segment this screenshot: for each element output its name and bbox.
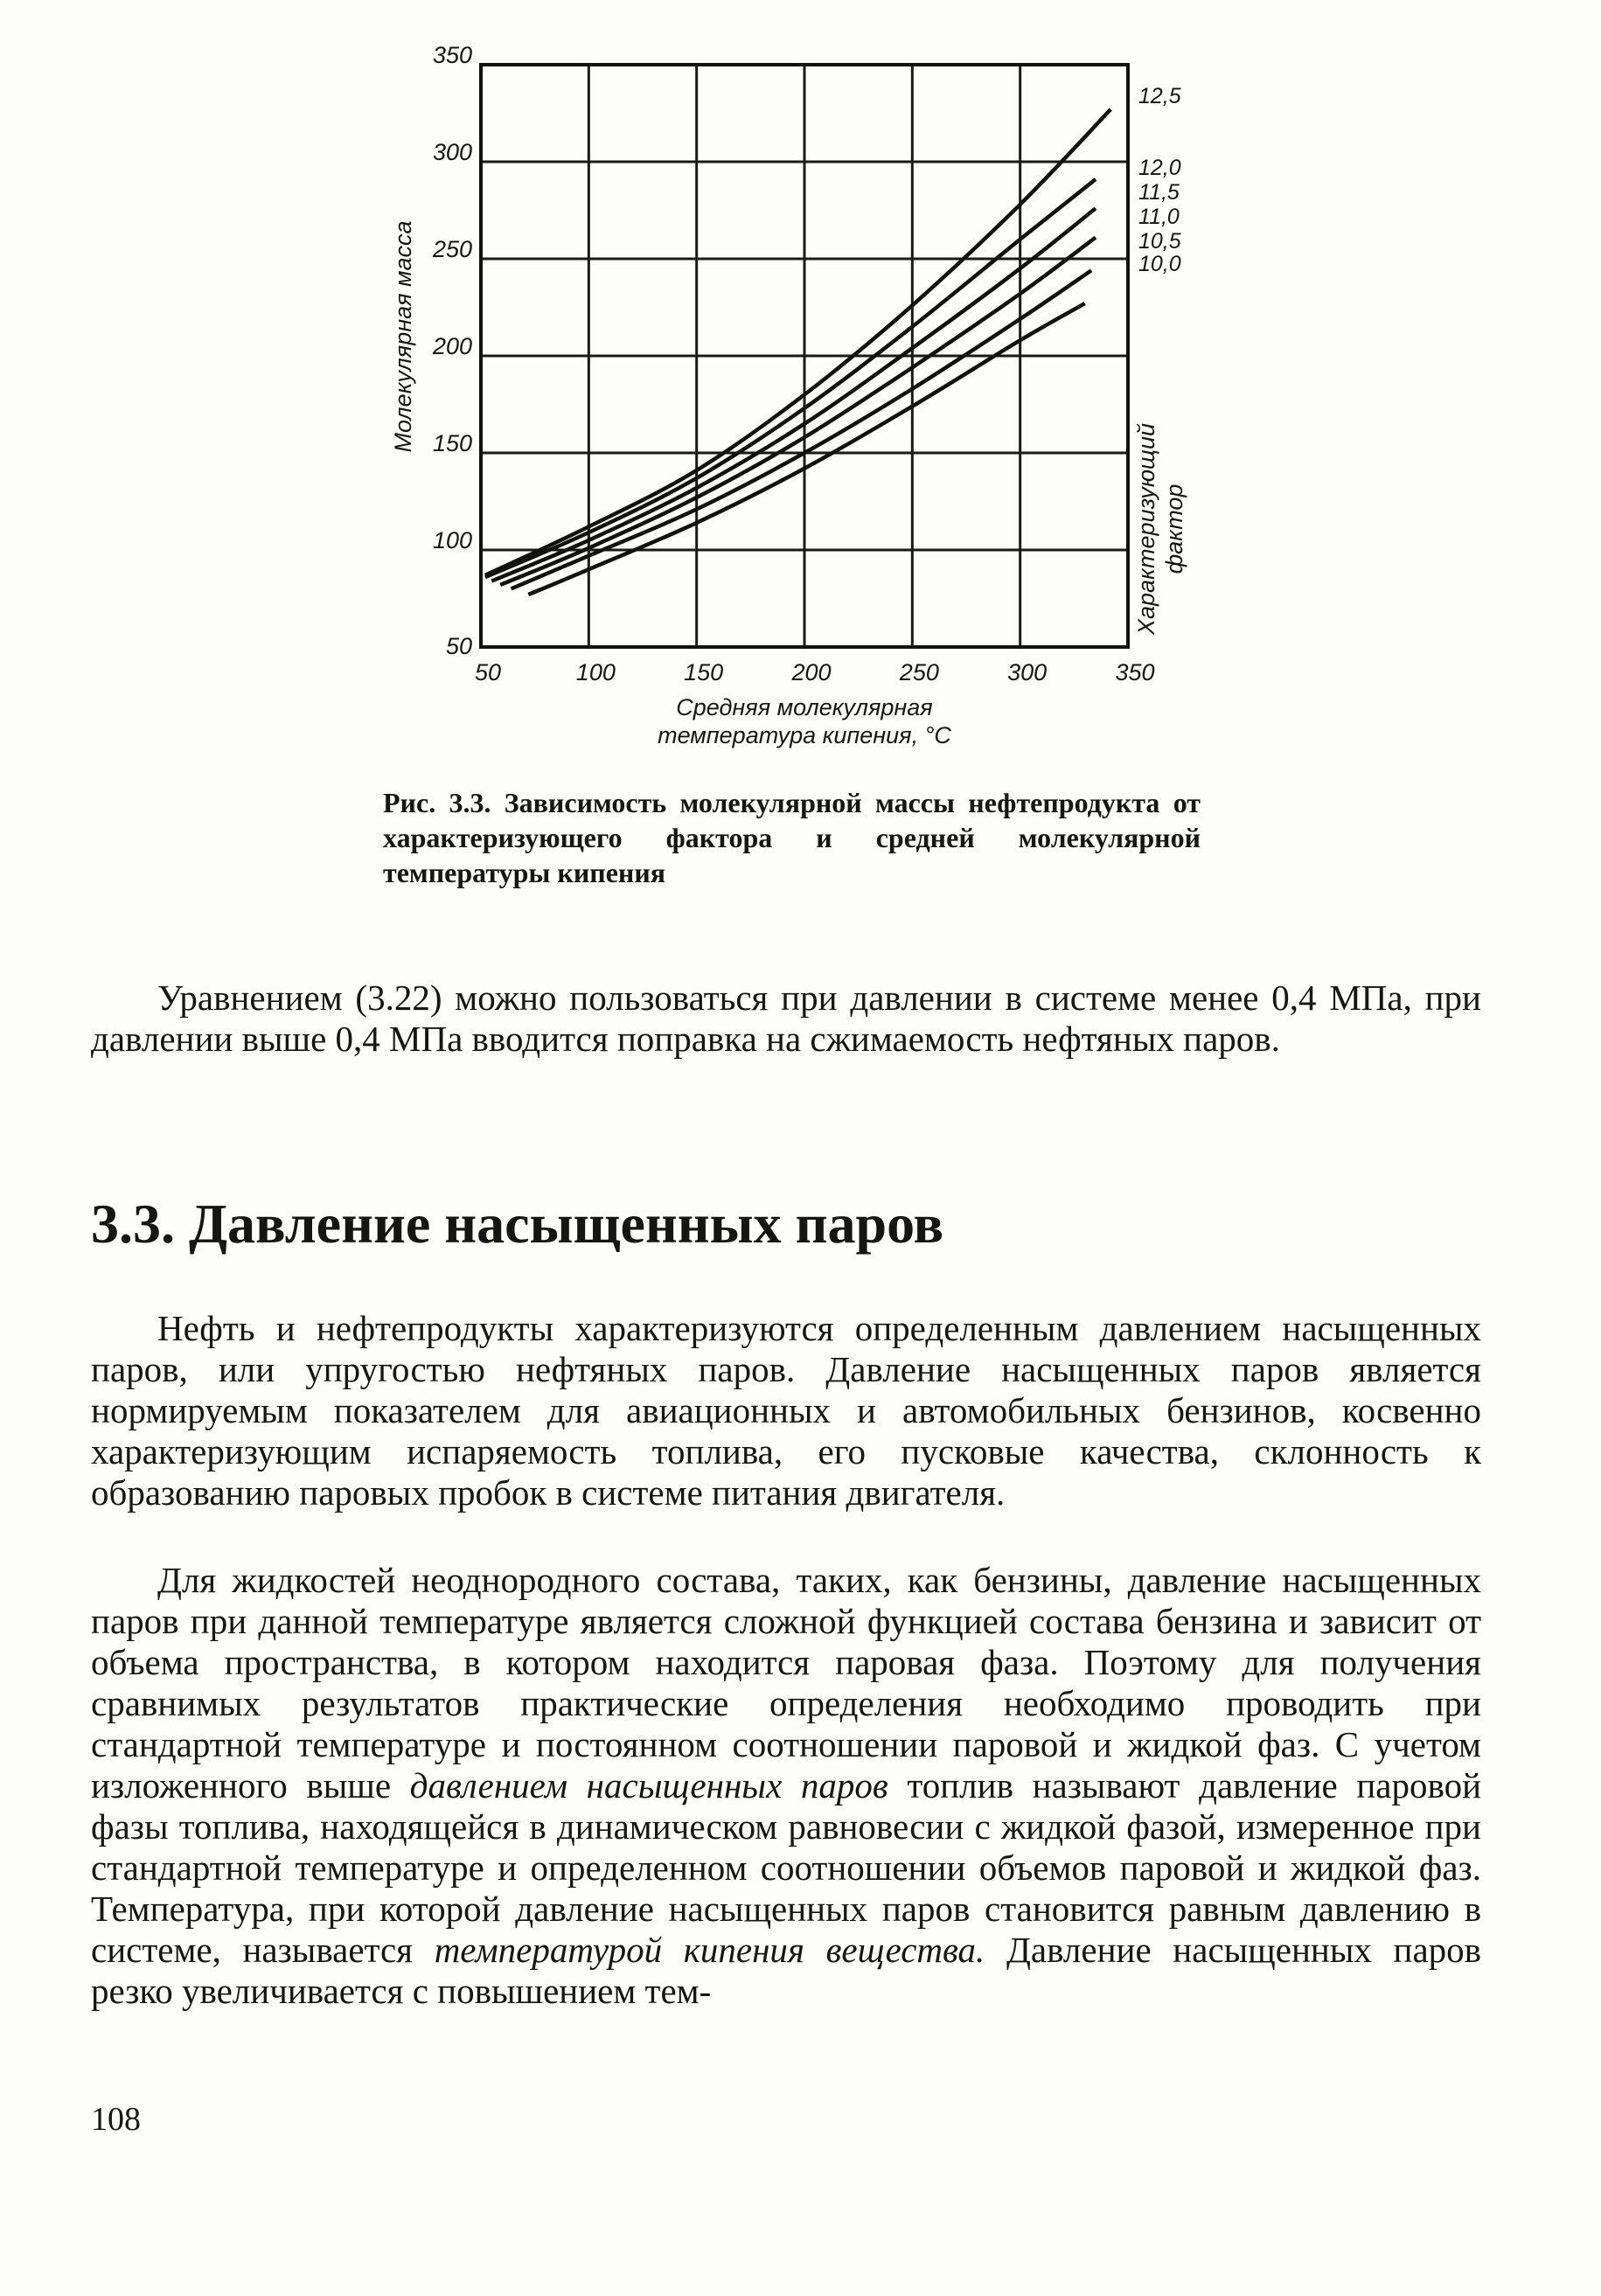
right-axis-title-line2: фактор xyxy=(1161,484,1187,574)
figure-caption: Рис. 3.3. Зависимость молекулярной массы нефтепродукта от характеризующего фактора и средней молекулярной температуры кипения xyxy=(383,787,1201,888)
x-axis-title-line1: Средняя молекулярная xyxy=(676,694,933,720)
paragraph-1: Уравнением (3.22) можно пользоваться при давлении в системе менее 0,4 МПа, при давлении выше 0,4 МПа вводится поправка на сжимаемость нефтяных паров. xyxy=(91,978,1481,1059)
series-line-12-0 xyxy=(485,179,1096,577)
series-line-11-5 xyxy=(491,208,1096,581)
x-tick-100: 100 xyxy=(575,659,616,685)
y-tick-350: 350 xyxy=(432,42,472,68)
section-heading: 3.3. Давление насыщенных паров xyxy=(91,1193,944,1255)
series-label-10-5: 10,5 xyxy=(1138,229,1181,254)
x-tick-150: 150 xyxy=(684,659,724,685)
paragraph-3-part-b: топлив называют давление паровой фазы топлива, находящейся в динамическом равновесии с жидкой фазой, измеренное при стандартной температуре и определенном соотношении объемов паровой и жидкой фаз. Температура, при которой давление насыщенных паров становится равным давлению в системе, называется xyxy=(91,1765,1482,1970)
chart-labels xyxy=(1138,84,1181,276)
series-label-11-0: 11,0 xyxy=(1138,205,1180,229)
paragraph-2: Нефть и нефтепродукты характеризуются определенным давлением насыщенных паров, или упругостью нефтяных паров. Давление насыщенных паров является нормируемым показателем для авиационных и автомобильных бензинов, косвенно характеризующим испаряемость топлива, его пусковые качества, склонность к образованию паровых пробок в системе питания двигателя. xyxy=(91,1308,1481,1513)
chart-axis-titles xyxy=(390,220,1187,748)
series-label-12-0: 12,0 xyxy=(1138,156,1181,180)
series-label-12-5: 12,5 xyxy=(1138,84,1181,108)
y-tick-250: 250 xyxy=(432,236,472,262)
term-saturated-vapor-pressure: давлением насыщенных паров xyxy=(409,1765,888,1805)
y-tick-200: 200 xyxy=(432,333,472,359)
x-axis-title-line2: температура кипения, °С xyxy=(658,722,951,748)
x-tick-250: 250 xyxy=(899,659,939,685)
paragraph-3-part-c: Давление насыщенных паров резко увеличивается с повышением тем- xyxy=(91,1930,1482,2011)
y-tick-100: 100 xyxy=(432,527,472,553)
x-tick-200: 200 xyxy=(791,659,832,685)
series-line-10-5 xyxy=(512,270,1092,588)
right-axis-title-line1: Характеризующий xyxy=(1133,422,1159,636)
y-tick-300: 300 xyxy=(432,139,472,165)
y-tick-50: 50 xyxy=(445,633,472,659)
y-tick-150: 150 xyxy=(432,430,472,456)
y-axis-title: Молекулярная масса xyxy=(390,220,416,453)
series-label-11-5: 11,5 xyxy=(1138,180,1180,205)
x-tick-50: 50 xyxy=(474,659,502,685)
series-label-10-0: 10,0 xyxy=(1138,252,1181,276)
paragraph-3-part-a: Для жидкостей неоднородного состава, таких, как бензины, давление насыщенных паров при данной температуре является сложной функцией состава бензина и зависит от объема пространства, в котором находится паровая фаза. Поэтому для получения сравнимых результатов практические определения необходимо проводить при стандартной температуре и постоянном соотношении паровой и жидкой фаз. С учетом изложенного выше xyxy=(91,1560,1481,1805)
page-number: 108 xyxy=(91,2101,141,2138)
x-tick-300: 300 xyxy=(1007,659,1048,685)
paragraph-3 xyxy=(91,1560,1481,2012)
molecular-mass-chart xyxy=(385,42,1187,748)
chart-series xyxy=(485,109,1110,595)
x-tick-350: 350 xyxy=(1115,659,1155,685)
term-boiling-temperature: температурой кипения вещества. xyxy=(434,1930,985,1970)
